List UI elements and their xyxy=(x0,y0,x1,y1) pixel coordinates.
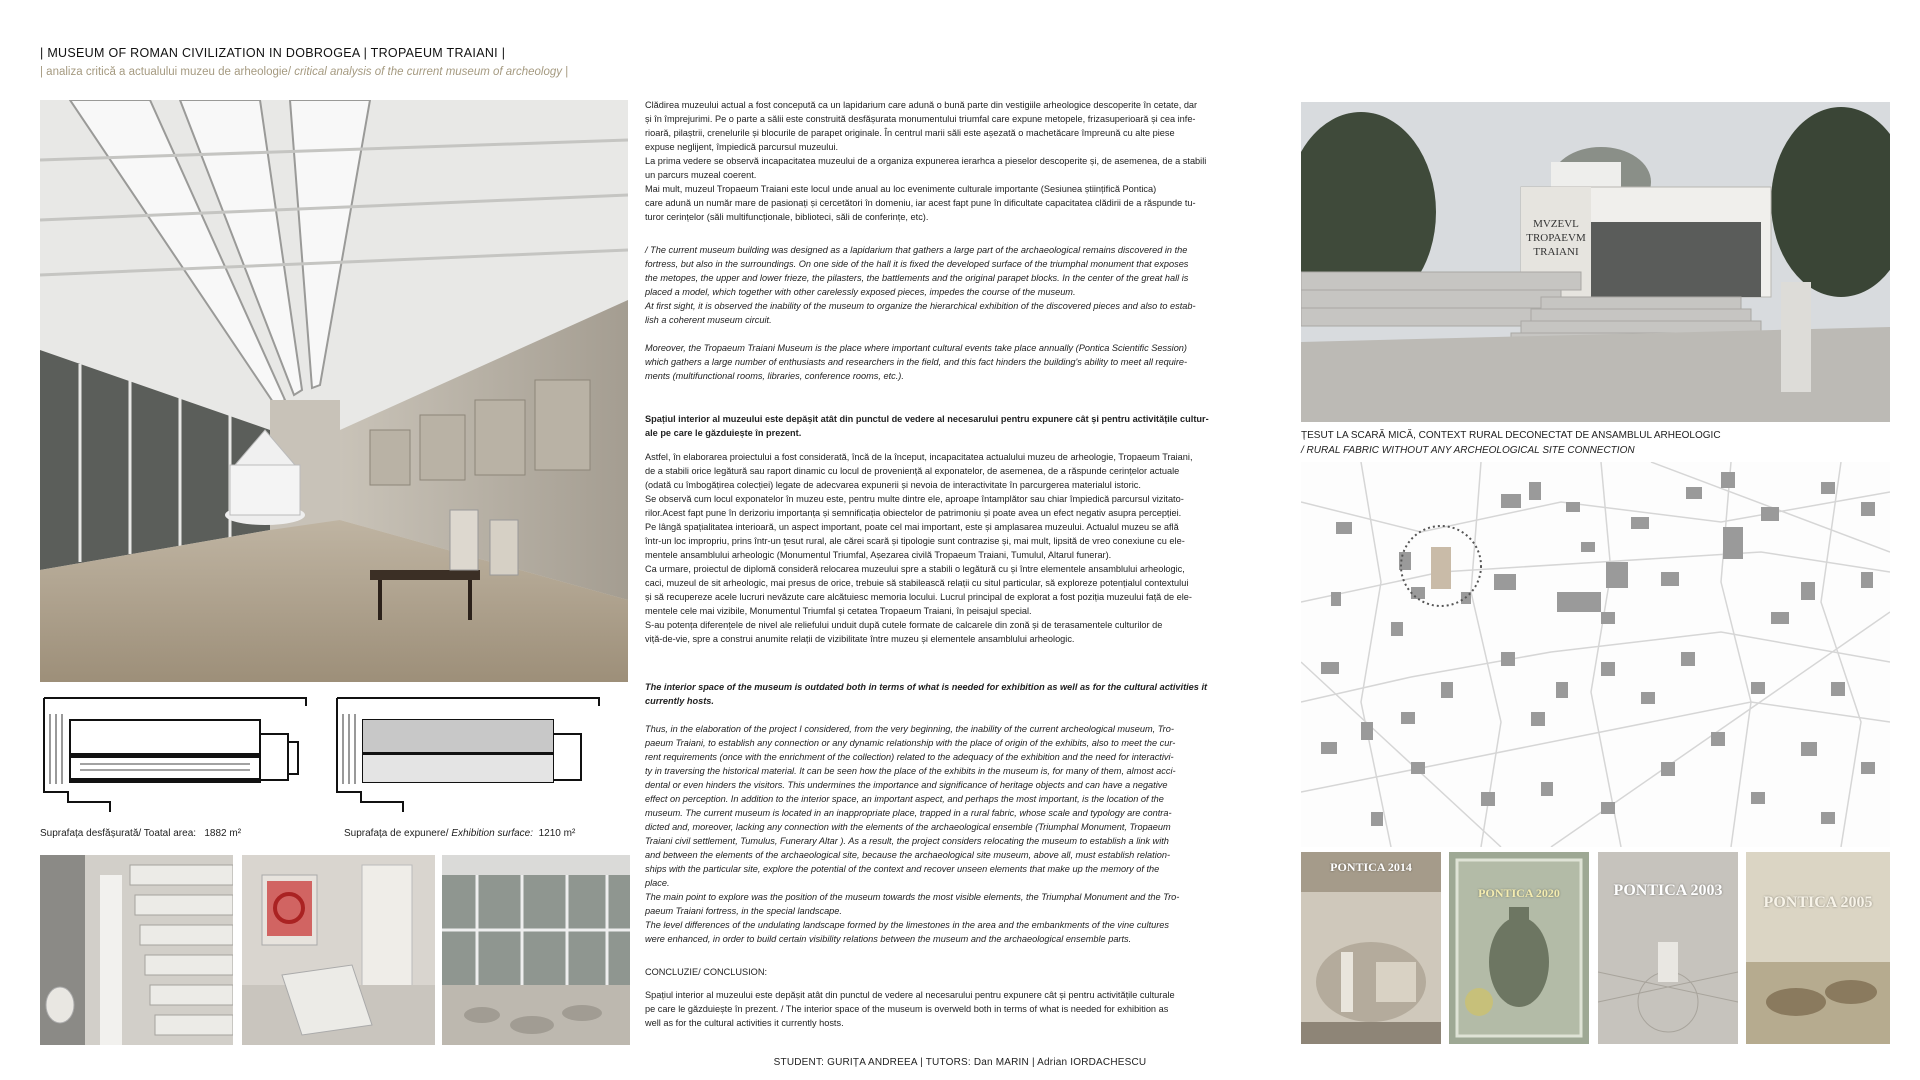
museum-sign-line-2: TROPAEVM xyxy=(1526,232,1586,244)
poster-pontica-2005 xyxy=(1746,852,1890,1044)
poster-title-2: PONTICA 2020 xyxy=(1478,886,1560,900)
text-intro-en xyxy=(645,243,1287,383)
museum-interior-photo xyxy=(40,100,628,682)
paragraph-body-en: Thus, in the elaboration of the project I considered, from the very beginning, the inability of the current archeological museum, Tro- paeum Traiani, to establish any connection or any dynamic relationship with the place of origin of the exhibits, also to meet the cur- rent requirements (once with the enrichment of the collection) related to the adequacy of the exhibition and the need for interactivi- ty in traversing the historical material. It can be seen how the place of the exhibits in the museum is, for many of them, almost acci- dental or even hinders the visitors. This undermines the importance and significance of heritage objects and can have a negative effect on perception. In addition to the interior space, an important aspect, and perhaps the most important, is the location of the museum. The current museum is located in an inappropriate place, trapped in a rural fabric, whose scale and typology are contra- dicted and, moreover, lacking any connection with the elements of the archaeological ensemble (Triumphal Monument, Tropaeum Traiani civil settlement, Tumulus, Funerary Altar ). As a result, the project considers relocating the museum to establish a link with and between the elements of the archaeological site, because the archaeological site museum, above all, must establish relation- ships with the particular site, explore the potential of the context and recover unseen elements that make up the memory of the place. The main point to explore was the position of the museum towards the most visible elements, the Triumphal Monument and the Tro- paeum Traiani fortress, in the special landscape. The level differences of the undulating landscape formed by the limestones in the area and the embankments of the vine cultures were enhanced, in order to build certain visibility relations between the museum and the archaeological ensemble parts. xyxy=(645,724,1180,944)
text-heading-en xyxy=(645,680,1287,708)
gallery-window-illustration xyxy=(442,855,630,1045)
poster-illustration-4 xyxy=(1746,852,1890,1044)
poster-title-1: PONTICA 2014 xyxy=(1330,860,1412,874)
poster-pontica-2003 xyxy=(1598,852,1738,1044)
map-caption xyxy=(1301,428,1721,458)
fire-cabinet-photo xyxy=(242,855,435,1045)
museum-exterior-photo xyxy=(1301,102,1890,422)
site-map-illustration xyxy=(1301,462,1890,847)
conclusion-text xyxy=(645,988,1287,1030)
gallery-window-photo xyxy=(442,855,630,1045)
paragraph-heading-en: The interior space of the museum is outdated both in terms of what is needed for exhibition as well as for the cultural activities it currently hosts. xyxy=(645,682,1208,706)
page-subtitle xyxy=(40,66,1040,78)
exhibition-area-label: Suprafața de expunere/ xyxy=(344,828,452,839)
poster-pontica-2014 xyxy=(1301,852,1441,1044)
museum-sign-line-1: MVZEVL xyxy=(1533,218,1579,230)
footer-credits: STUDENT: GURIȚA ANDREEA | TUTORS: Dan MARIN | Adrian IORDACHESCU xyxy=(773,1057,1147,1068)
floor-plan-exhibition xyxy=(333,694,603,812)
map-caption-ro: ȚESUT LA SCARĂ MICĂ, CONTEXT RURAL DECONECTAT DE ANSAMBLUL ARHEOLOGIC xyxy=(1301,430,1721,441)
poster-title-3: PONTICA 2003 xyxy=(1613,882,1723,899)
exhibition-area-caption xyxy=(344,828,575,839)
paragraph-conclusion: Spațiul interior al muzeului este depășit atât din punctul de vedere al necesarului pentru expunere cât și pentru activitățile culturale pe care le găzduiește în prezent. / The interior space of the museum is overweld both in terms of what is needed for exhibition as well as for the cultural activities it currently hosts. xyxy=(645,990,1175,1028)
stairs-photo xyxy=(40,855,233,1045)
interior-illustration xyxy=(40,100,628,682)
subtitle-ro: | analiza critică a actualului muzeu de arheologie/ xyxy=(40,66,295,78)
total-area-label: Suprafața desfășurată/ Toatal area: xyxy=(40,828,197,839)
poster-illustration-2 xyxy=(1449,852,1589,1044)
paragraph-heading-ro: Spațiul interior al muzeului este depășit atât din punctul de vedere al necesarului pentru expunere cât și pentru activitățile cultur- ale pe care le găzduiește în prezent. xyxy=(645,414,1209,438)
poster-title-4: PONTICA 2005 xyxy=(1763,894,1873,911)
total-area-caption xyxy=(40,828,241,839)
paragraph-conclusion-heading: CONCLUZIE/ CONCLUSION: xyxy=(645,967,768,977)
text-heading-ro xyxy=(645,412,1287,440)
paragraph-body-ro: Astfel, în elaborarea proiectului a fost considerată, încă de la început, incapacitatea actualului muzeu de arheologie, Tropaeum Traiani, de a stabili orice legătură sau raport dinamic cu locul de proveniență al exponatelor, de asemenea, de a răspunde cerințelor actuale (odată cu îmbogățirea colecției) legate de adecvarea expunerii și nevoia de interactivitate în parcurgerea materialul istoric. Se observă cum locul exponatelor în muzeu este, pentru multe dintre ele, aproape întamplător sau chiar împiedică parcursul vizitato- rilor.Acest fapt pune în derizoriu importanța și semnificația obiectelor de patrimoniu și poate avea un efect negativ asupra percepției. Pe lângă spațialitatea interioară, un aspect important, poate cel mai important, este și amplasarea muzeului. Actualul muzeu se află într-un loc impropriu, prins într-un țesut rural, ale cărei scară și tipologie sunt contrazise și, mai mult, lipsită de vreo conexiune cu ele- mentele ansamblului arheologic (Monumentul Triumfal, Așezarea civilă Tropaeum Traiani, Tumulul, Altarul funerar). Ca urmare, proiectul de diplomă consideră relocarea muzeului spre a stabili o legătură cu și între elementele ansamblului arheologic, caci, muzeul de sit arheologic, mai presus de orice, trebuie să stabilească relații cu situl particular, să exploreze potențialul contextului și să recupereze acele lucruri nevăzute care alcătuiesc memoria locului. Lucrul principal de explorat a fost poziția muzeului față de ele- mentele cele mai vizibile, Monumentul Triumfal și cetatea Tropaeum Traiani, în peisajul special. S-au potența diferențele de nivel ale reliefului unduit după cutele formate de calcarele din zonă și de terasamentele culturilor de viță-de-vie, spre a construi anumite relații de vizibilitate între muzeu și elementele ansamblului arheologic. xyxy=(645,452,1193,644)
conclusion-heading xyxy=(645,965,1287,979)
text-intro-ro xyxy=(645,98,1287,224)
text-body-en xyxy=(645,722,1287,946)
poster-illustration-1 xyxy=(1301,852,1441,1044)
total-area-value: 1882 m² xyxy=(204,828,242,839)
fire-cabinet-illustration xyxy=(242,855,435,1045)
site-map xyxy=(1301,462,1890,847)
paragraph-intro-ro: Clădirea muzeului actual a fost concepută ca un lapidarium care adună o bună parte din vestigiile arheologice descoperite în cetate, dar și în împrejurimi. Pe o parte a sălii este construită desfășurata monumentului triumfal care expune metopele, frizasuperioară și cea infe- rioară, pilaștrii, crenelurile și blocurile de parapet originale. În centrul marii săli este așezată o machetăcare împreună cu alte piese expuse neglijent, împiedică parcursul muzeului. La prima vedere se observă incapacitatea muzeului de a organiza expunerea ierarhca a pieselor descoperite și, de asemenea, de a stabili un parcurs muzeal coerent. Mai mult, muzeul Tropaeum Traiani este locul unde anual au loc evenimente culturale importante (Sesiunea științifică Pontica) care adună un număr mare de pasionați și cercetători în domeniu, iar acest fapt pune în dificultate capacitatea clădirii de a răspunde tu- turor cerințelor (săli multifuncționale, biblioteci, săli de conferințe, etc). xyxy=(645,100,1207,222)
subtitle-end: | xyxy=(562,66,569,78)
map-caption-en: / RURAL FABRIC WITHOUT ANY ARCHEOLOGICAL SITE CONNECTION xyxy=(1301,445,1635,456)
exhibition-area-value: 1210 m² xyxy=(538,828,576,839)
poster-pontica-2020 xyxy=(1449,852,1589,1044)
stairs-illustration xyxy=(40,855,233,1045)
floor-plan-total xyxy=(40,694,310,812)
header xyxy=(40,46,1040,78)
museum-sign-line-3: TRAIANI xyxy=(1533,246,1579,258)
exterior-illustration xyxy=(1301,102,1890,422)
poster-illustration-3 xyxy=(1598,852,1738,1044)
text-body-ro xyxy=(645,450,1287,646)
paragraph-intro-en: / The current museum building was designed as a lapidarium that gathers a large part of the archaeological remains discovered in the fortress, but also in the surroundings. On one side of the hall it is fixed the developed surface of the triumphal monument that exposes the metopes, the upper and lower frieze, the pilasters, the battlements and the original parapet blocks. In the center of the great hall is placed a model, which together with other carelessly exposed pieces, impedes the course of the museum. At first sight, it is observed the inability of the museum to organize the hierarchical exhibition of the discovered pieces and also to estab- lish a coherent museum circuit. Moreover, the Tropaeum Traiani Museum is the place where important cultural events take place annually (Pontica Scientific Session) which gathers a large number of enthusiasts and researchers in the field, and this fact hinders the building's ability to meet all require- ments (multifunctional rooms, libraries, conference rooms, etc.). xyxy=(645,245,1196,381)
page-title: | MUSEUM OF ROMAN CIVILIZATION IN DOBROGEA | TROPAEUM TRAIANI | xyxy=(40,46,506,60)
subtitle-en: critical analysis of the current museum of archeology xyxy=(294,66,563,78)
exhibition-area-label-en: Exhibition surface: xyxy=(451,828,534,839)
museum-building-marker xyxy=(1431,547,1451,589)
